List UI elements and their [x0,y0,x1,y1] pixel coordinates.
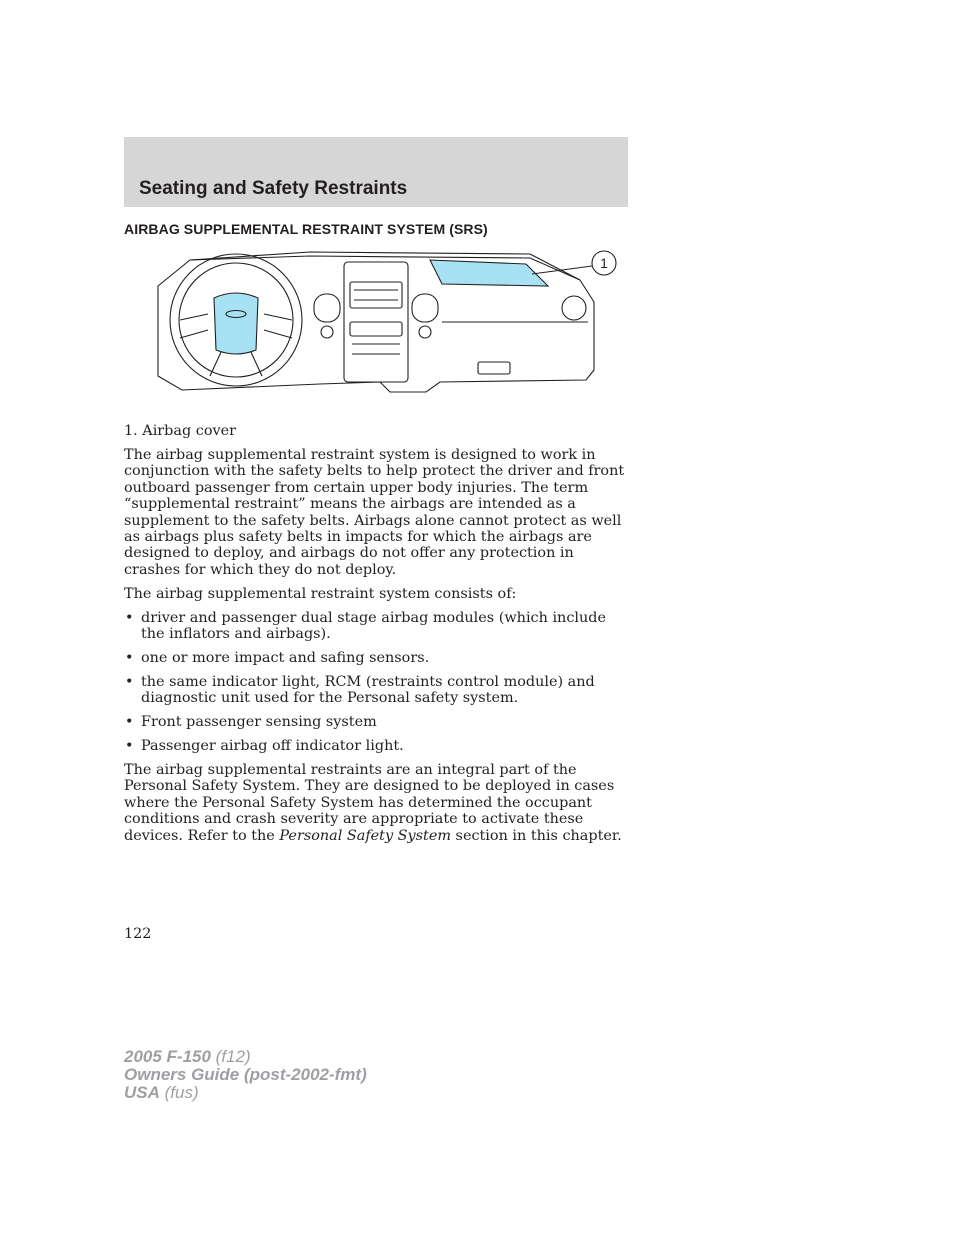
body-text [124,423,634,851]
paragraph: The airbag supplemental restraint system consists of: [124,585,517,602]
component-list [124,610,634,755]
bullet: • [125,649,134,666]
callout-number: 1 [600,255,608,271]
list-item: • driver and passenger dual stage airbag modules (which include the inflators and airbags). [125,609,606,642]
cross-reference: Personal Safety System [279,827,451,844]
driver-airbag-cover [214,293,258,354]
section-header-band [124,137,628,207]
section-heading: AIRBAG SUPPLEMENTAL RESTRAINT SYSTEM (SRS) [124,221,488,237]
left-vent [314,294,340,322]
passenger-airbag-cover [430,260,548,286]
bullet: • [125,714,134,731]
figure-caption: 1. Airbag cover [124,423,237,439]
right-knob [419,326,431,338]
list-item: • one or more impact and safing sensors. [125,649,430,666]
bullet: • [125,609,134,626]
far-right-vent [562,296,586,320]
left-knob [321,326,333,338]
dashboard-airbag-illustration [150,250,630,410]
closing-paragraph: The airbag supplemental restraints are an integral part of the Personal Safety System. They are designed to be deployed in cases where the Personal Safety System has determined the occupant conditions and crash severity are appropriate to activate these devices. Refer to the Personal Safety System section in this chapter. [124,761,622,844]
document-footer: 2005 F-150 (f12) Owners Guide (post-2002-fmt) USA (fus) [124,1047,367,1102]
list-item: • Front passenger sensing system [125,714,377,731]
section-title: Seating and Safety Restraints [139,178,408,199]
list-item: • Passenger airbag off indicator light. [125,738,404,754]
climate-panel [350,322,402,336]
callout-leader-line [532,266,592,274]
right-vent [412,294,438,322]
list-item: • the same indicator light, RCM (restraints control module) and diagnostic unit used for the Personal safety system. [125,673,595,707]
page-number: 122 [124,926,152,942]
bullet: • [125,673,134,690]
paragraph: The airbag supplemental restraint system is designed to work in conjunction with the safety belts to help protect the driver and front outboard passenger from certain upper body injuries. The term “supplemental restraint” means the airbags are intended as a supplement to the safety belts. Airbags alone cannot protect as well as airbags plus safety belts in impacts for which the airbags are designed to deploy, and airbags do not offer any protection in crashes for which they do not deploy. [124,446,625,578]
glove-box-handle [478,362,510,374]
bullet: • [125,738,134,754]
radio-unit [350,282,402,308]
